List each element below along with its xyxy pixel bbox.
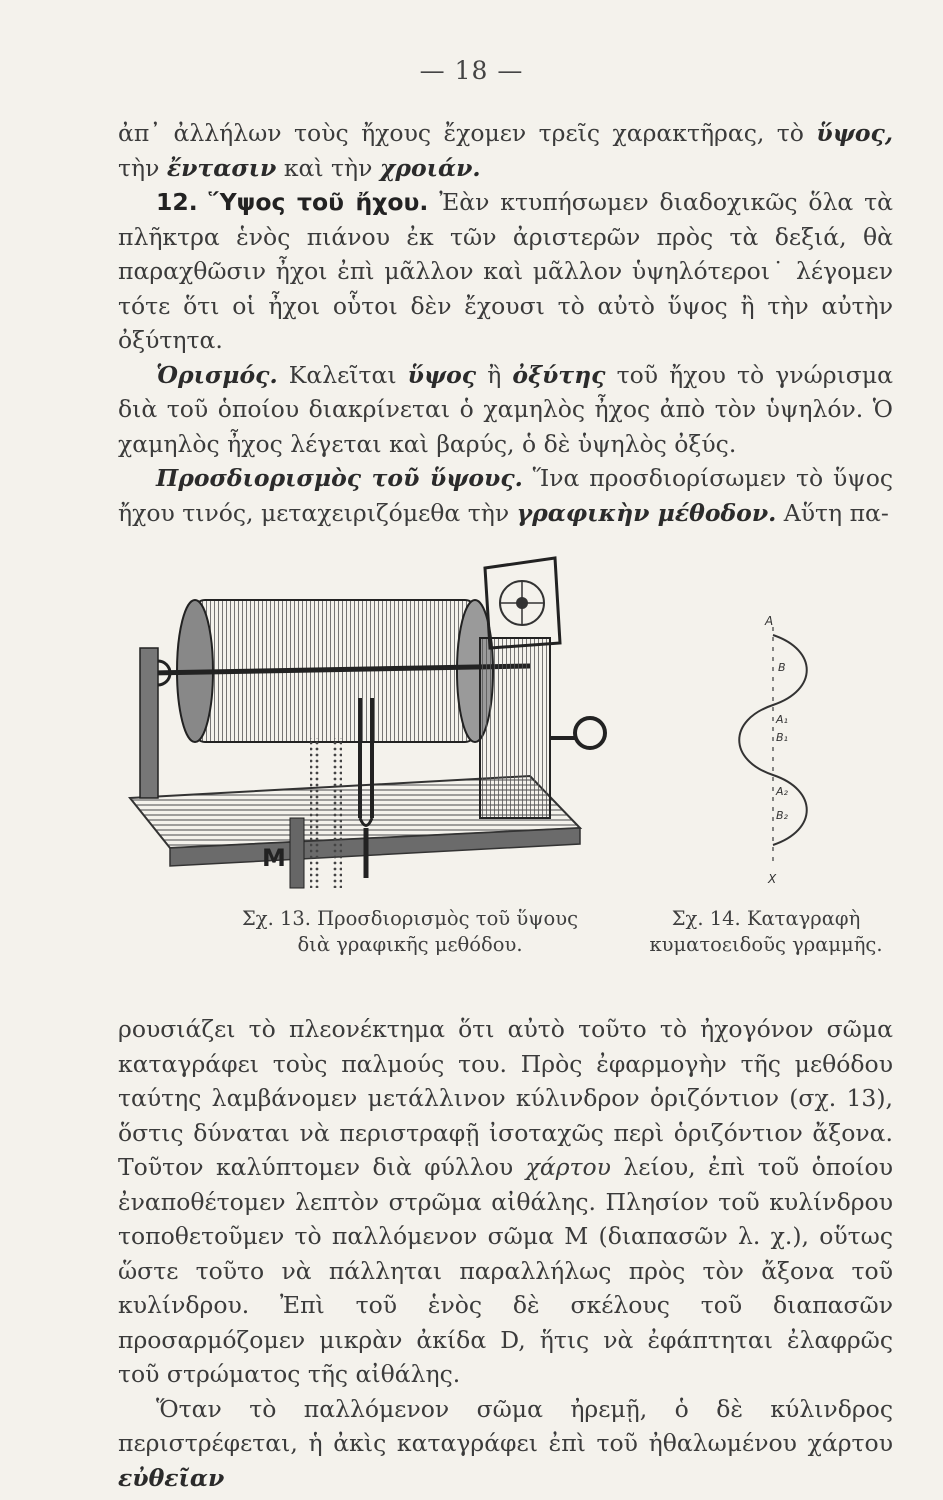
determination-text-1: Ἵνα προσδιορίσωμεν τὸ ὕψος ἤχου τινός, μεταχειριζόμεθα τὴν bbox=[118, 464, 893, 527]
tuning-fork-label-m: M bbox=[262, 844, 286, 872]
figure-13-caption-line-1: Σχ. 13. Προσδιορισμὸς τοῦ ὕψους bbox=[241, 907, 579, 930]
paragraph-intro bbox=[118, 116, 893, 185]
bottom-text-block bbox=[118, 1012, 893, 1495]
label-b2: B₂ bbox=[776, 809, 788, 822]
section-title: Ὕψος τοῦ ἤχου. bbox=[208, 188, 429, 216]
intro-text-mid2: καὶ τὴν bbox=[276, 153, 380, 182]
term-graphic-method: γραφικὴν μέθοδον. bbox=[516, 498, 777, 527]
method-text-2: λείου, ἐπὶ τοῦ ὁποίου ἐναποθέτομεν λεπτὸν στρῶμα αἰθάλης. Πλησίον τοῦ κυλίνδρου τοποθετοῦμεν τὸ παλλόμενον σῶμα Μ (διαπασῶν λ. χ.), οὕτως ὥστε τοῦτο νὰ πάλληται παραλλήλως πρὸς τὸν ἄξονα τοῦ κυλίνδρου. Ἐπὶ τοῦ ἑνὸς δὲ σκέλους τοῦ διαπασῶν προσαρμόζομεν μικρὰν ἀκίδα D, ἥτις νὰ ἐφάπτηται ἐλαφρῶς τοῦ στρώματος τῆς αἰθάλης. bbox=[118, 1153, 893, 1388]
method-text-1: ρουσιάζει τὸ πλεονέκτημα ὅτι αὐτὸ τοῦτο τὸ ἠχογόνον σῶμα καταγράφει τοὺς παλμούς του. Πρὸς ἐφαρμογὴν τῆς μεθόδου ταύτης λαμβάνομεν μετάλλινον κύλινδρον ὁριζόντιον (σχ. 13), ὅστις δύναται νὰ περιστραφῇ ἰσοταχῶς περὶ ὁριζόντιον ἄξονα. Τοῦτον καλύπτομεν διὰ φύλλου bbox=[118, 1015, 893, 1181]
trace-text: Ὅταν τὸ παλλόμενον σῶμα ἠρεμῇ, ὁ δὲ κύλινδρος περιστρέφεται, ἡ ἀκὶς καταγράφει ἐπὶ τοῦ ἠθαλωμένου χάρτου bbox=[118, 1394, 893, 1457]
figure-13-caption bbox=[200, 906, 620, 958]
figure-14-caption-line-2: κυματοειδοῦς γραμμῆς. bbox=[649, 933, 883, 956]
definition-text-3: τοῦ ἤχου τὸ γνώρισμα διὰ τοῦ ὁποίου διακρίνεται ὁ χαμηλὸς ἦχος ἀπὸ τὸν ὑψηλόν. Ὁ χαμηλὸς ἦχος λέγεται καὶ βαρύς, ὁ δὲ ὑψηλὸς ὀξύς. bbox=[118, 360, 893, 458]
paragraph-method bbox=[118, 1012, 893, 1392]
label-x: X bbox=[768, 872, 777, 886]
paragraph-trace bbox=[118, 1392, 893, 1496]
label-b: B bbox=[778, 661, 786, 674]
definition-term-sharpness: ὀξύτης bbox=[512, 360, 606, 389]
figure-14-wave-trace bbox=[718, 605, 828, 890]
winding-key-icon bbox=[550, 718, 605, 748]
term-intensity: ἔντασιν bbox=[166, 153, 277, 182]
top-text-block bbox=[118, 116, 893, 530]
term-straight-line: εὐθεῖαν bbox=[118, 1463, 225, 1492]
definition-term-pitch: ὕψος bbox=[407, 360, 477, 389]
figure-14-caption-line-1: Σχ. 14. Καταγραφὴ bbox=[671, 907, 861, 930]
clockwork-tower bbox=[480, 558, 560, 818]
paragraph-definition bbox=[118, 358, 893, 462]
section-number: 12. bbox=[156, 188, 198, 216]
section-text: Ἐὰν κτυπήσωμεν διαδοχικῶς ὅλα τὰ πλῆκτρα ἑνὸς πιάνου ἐκ τῶν ἀριστερῶν πρὸς τὰ δεξιά, θὰ παραχθῶσιν ἦχοι ἐπὶ μᾶλλον καὶ μᾶλλον ὑψηλότεροι˙ λέγομεν τότε ὅτι οἱ ἦχοι οὗτοι δὲν ἔχουσι τὸ αὐτὸ ὕψος ἢ τὴν αὐτὴν ὀξύτητα. bbox=[118, 188, 893, 354]
label-a: A bbox=[765, 614, 774, 628]
term-paper: χάρτου bbox=[525, 1153, 611, 1181]
determination-label: Προσδιορισμὸς τοῦ ὕψους. bbox=[156, 464, 523, 492]
label-a1: A₁ bbox=[776, 713, 788, 726]
determination-text-2: Αὕτη πα- bbox=[776, 498, 889, 527]
figure-14-caption bbox=[616, 906, 916, 958]
page-number: — 18 — bbox=[419, 56, 524, 85]
figure-13-apparatus-illustration bbox=[110, 548, 630, 896]
intro-text-mid: τὴν bbox=[118, 153, 167, 182]
definition-label: Ὁρισμός. bbox=[156, 360, 278, 389]
definition-text-2: ἢ bbox=[476, 360, 513, 389]
paragraph-determination bbox=[118, 461, 893, 530]
paragraph-section-12 bbox=[118, 185, 893, 358]
figure-13-caption-line-2: διὰ γραφικῆς μεθόδου. bbox=[297, 933, 523, 956]
term-timbre: χροιάν. bbox=[379, 153, 481, 182]
intro-text: ἀπ᾽ ἀλλήλων τοὺς ἤχους ἔχομεν τρεῖς χαρακτῆρας, τὸ bbox=[118, 119, 817, 147]
term-pitch: ὕψος, bbox=[816, 119, 893, 147]
label-a2: A₂ bbox=[776, 785, 788, 798]
label-b1: B₁ bbox=[776, 731, 788, 744]
definition-text-1: Καλεῖται bbox=[277, 360, 408, 389]
